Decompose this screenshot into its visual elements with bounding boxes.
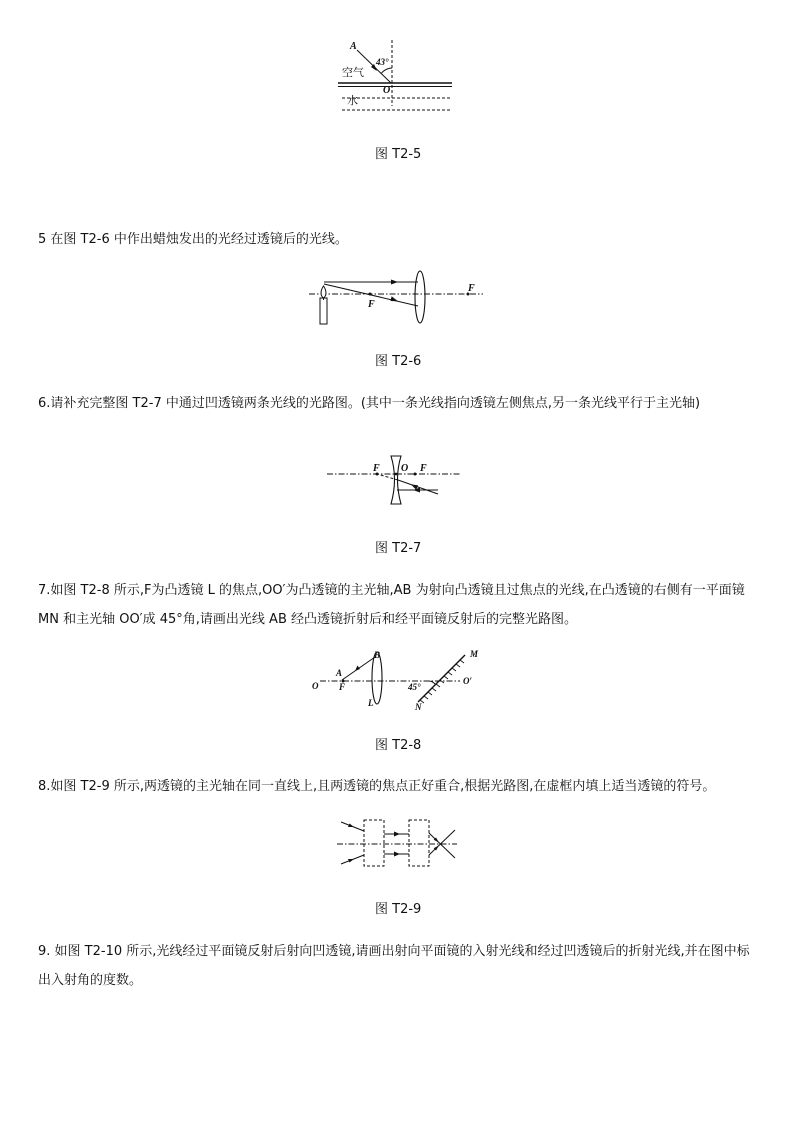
label-f-right: F — [468, 283, 475, 294]
figure-t2-8 — [308, 646, 488, 714]
label-angle: 43° — [376, 57, 389, 67]
optical-center-dot — [395, 473, 398, 476]
label-o-prime: O′ — [463, 676, 473, 686]
figure-t2-5 — [330, 38, 460, 118]
label-water: 水 — [347, 94, 358, 107]
ray-ab-arrow — [355, 666, 360, 672]
ray-out-top — [429, 833, 455, 858]
label-angle: 45° — [408, 682, 421, 692]
question-8: 8.如图 T2-9 所示,两透镜的主光轴在同一直线上,且两透镜的焦点正好重合,根据光路图,在虚框内填上适当透镜的符号。 — [38, 779, 716, 794]
candle-body — [320, 298, 327, 324]
caption-t2-7: 图 T2-7 — [375, 541, 422, 556]
label-air: 空气 — [342, 66, 364, 79]
caption-t2-9: 图 T2-9 — [375, 902, 422, 917]
label-a: A — [336, 668, 343, 678]
label-a: A — [350, 41, 357, 52]
ray-to-focus — [398, 480, 438, 494]
ray-out-bottom — [429, 830, 455, 855]
lens-box-left — [364, 820, 384, 866]
label-n: N — [415, 702, 422, 712]
ray-mid-bottom-arrow — [394, 852, 400, 857]
label-m: M — [470, 649, 479, 659]
question-6: 6.请补充完整图 T2-7 中通过凹透镜两条光线的光路图。(其中一条光线指向透镜左侧焦点,另一条光线平行于主光轴) — [38, 396, 701, 411]
question-7: 7.如图 T2-8 所示,F为凸透镜 L 的焦点,OO′为凸透镜的主光轴,AB 为射向凸透镜且过焦点的光线,在凸透镜的右侧有一平面镜 MN 和主光轴 OO′成 45°角,请画出光线 AB 经凸透镜折射后和经平面镜反射后的完整光路图。 — [38, 583, 745, 627]
caption-t2-8: 图 T2-8 — [375, 738, 422, 753]
lens-box-right — [409, 820, 429, 866]
focus-left-dot — [369, 293, 372, 296]
focus-right-dot — [414, 473, 417, 476]
angle-arc — [382, 68, 393, 73]
figure-t2-9 — [335, 818, 460, 870]
plane-mirror — [418, 655, 465, 702]
focal-ray-arrow — [391, 296, 399, 301]
angle-arc — [429, 681, 436, 685]
caption-t2-5: 图 T2-5 — [375, 147, 422, 162]
caption-t2-6: 图 T2-6 — [375, 354, 422, 369]
label-o: O — [312, 681, 319, 691]
label-o: O — [401, 463, 409, 474]
label-f-left: F — [373, 463, 380, 474]
label-o: O — [383, 85, 391, 96]
label-f: F — [339, 682, 346, 692]
figure-t2-7 — [325, 454, 465, 510]
ray-in-top-arrow — [348, 824, 354, 828]
label-l: L — [368, 698, 374, 708]
candle-flame-icon — [321, 286, 326, 298]
figure-t2-6 — [305, 272, 490, 330]
ray-mid-top-arrow — [394, 832, 400, 837]
label-b: B — [374, 650, 381, 660]
question-5: 5 在图 T2-6 中作出蜡烛发出的光经过透镜后的光线。 — [38, 232, 348, 247]
label-f-left: F — [368, 299, 375, 310]
ray-in-bottom-arrow — [348, 859, 354, 863]
question-9: 9. 如图 T2-10 所示,光线经过平面镜反射后射向凹透镜,请画出射向平面镜的入射光线和经过凹透镜后的折射光线,并在图中标出入射角的度数。 — [38, 944, 750, 988]
label-f-right: F — [420, 463, 427, 474]
convex-lens — [415, 271, 425, 323]
mirror-hatching — [420, 660, 464, 703]
parallel-ray-arrow — [391, 280, 398, 285]
